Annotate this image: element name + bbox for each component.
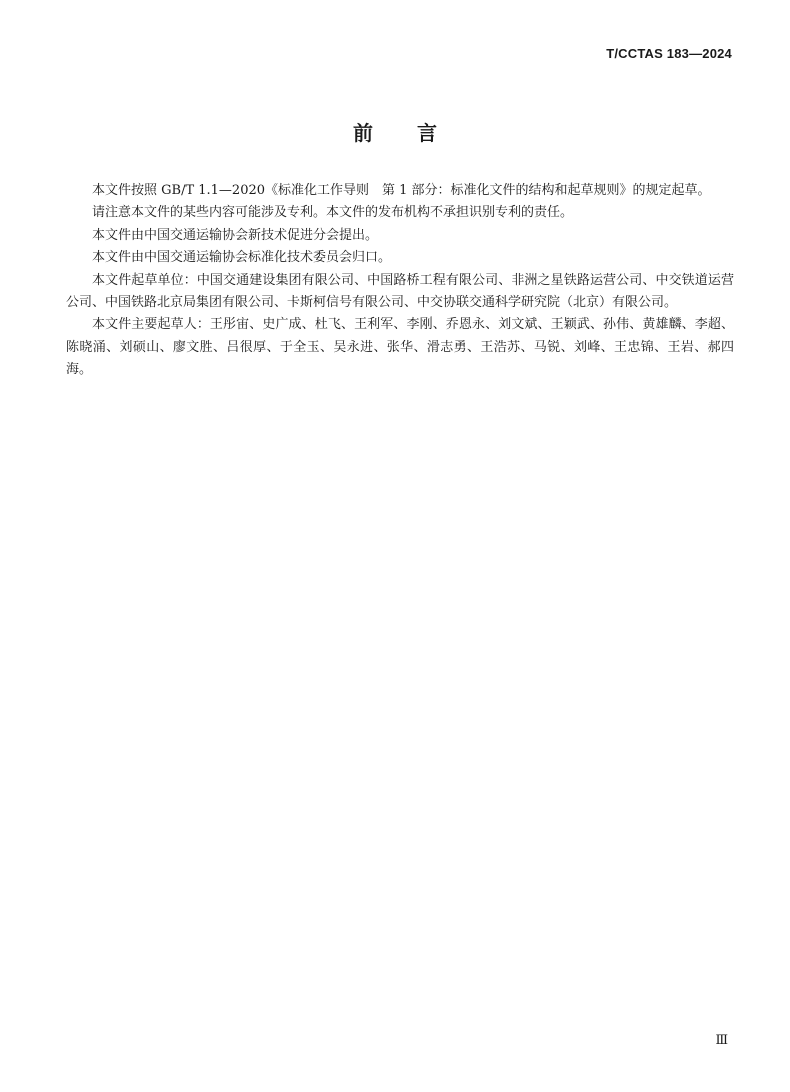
paragraph-responsible-committee: 本文件由中国交通运输协会标准化技术委员会归口。 — [92, 250, 392, 266]
paragraph-drafting-organizations: 本文件起草单位：中国交通建设集团有限公司、中国路桥工程有限公司、非洲之星铁路运营公司、中交铁道运营公司、中国铁路北京局集团有限公司、卡斯柯信号有限公司、中交协联交通科学研究院（北京）有限公司。 — [66, 272, 734, 311]
page-title-char-2: 言 — [417, 121, 437, 145]
page-title-char-1: 前 — [353, 121, 373, 145]
document-code: T/CCTAS 183—2024 — [606, 46, 732, 61]
page-number: Ⅲ — [715, 1033, 728, 1048]
paragraph-drafters: 本文件主要起草人：王彤宙、史广成、杜飞、王利军、李刚、乔恩永、刘文斌、王颖武、孙伟、黄雄麟、李超、陈晓涌、刘硕山、廖文胜、吕很厚、于全玉、吴永进、张华、滑志勇、王浩苏、马锐、刘峰、王忠锦、王岩、郝四海。 — [66, 317, 734, 378]
paragraph-proposer: 本文件由中国交通运输协会新技术促进分会提出。 — [92, 227, 379, 243]
foreword-body — [66, 180, 734, 382]
paragraph-patent-notice: 请注意本文件的某些内容可能涉及专利。本文件的发布机构不承担识别专利的责任。 — [92, 205, 574, 221]
page-title — [0, 117, 790, 146]
paragraph-drafting-rules: 本文件按照 GB/T 1.1—2020《标准化工作导则 第 1 部分：标准化文件的结构和起草规则》的规定起草。 — [92, 183, 711, 198]
